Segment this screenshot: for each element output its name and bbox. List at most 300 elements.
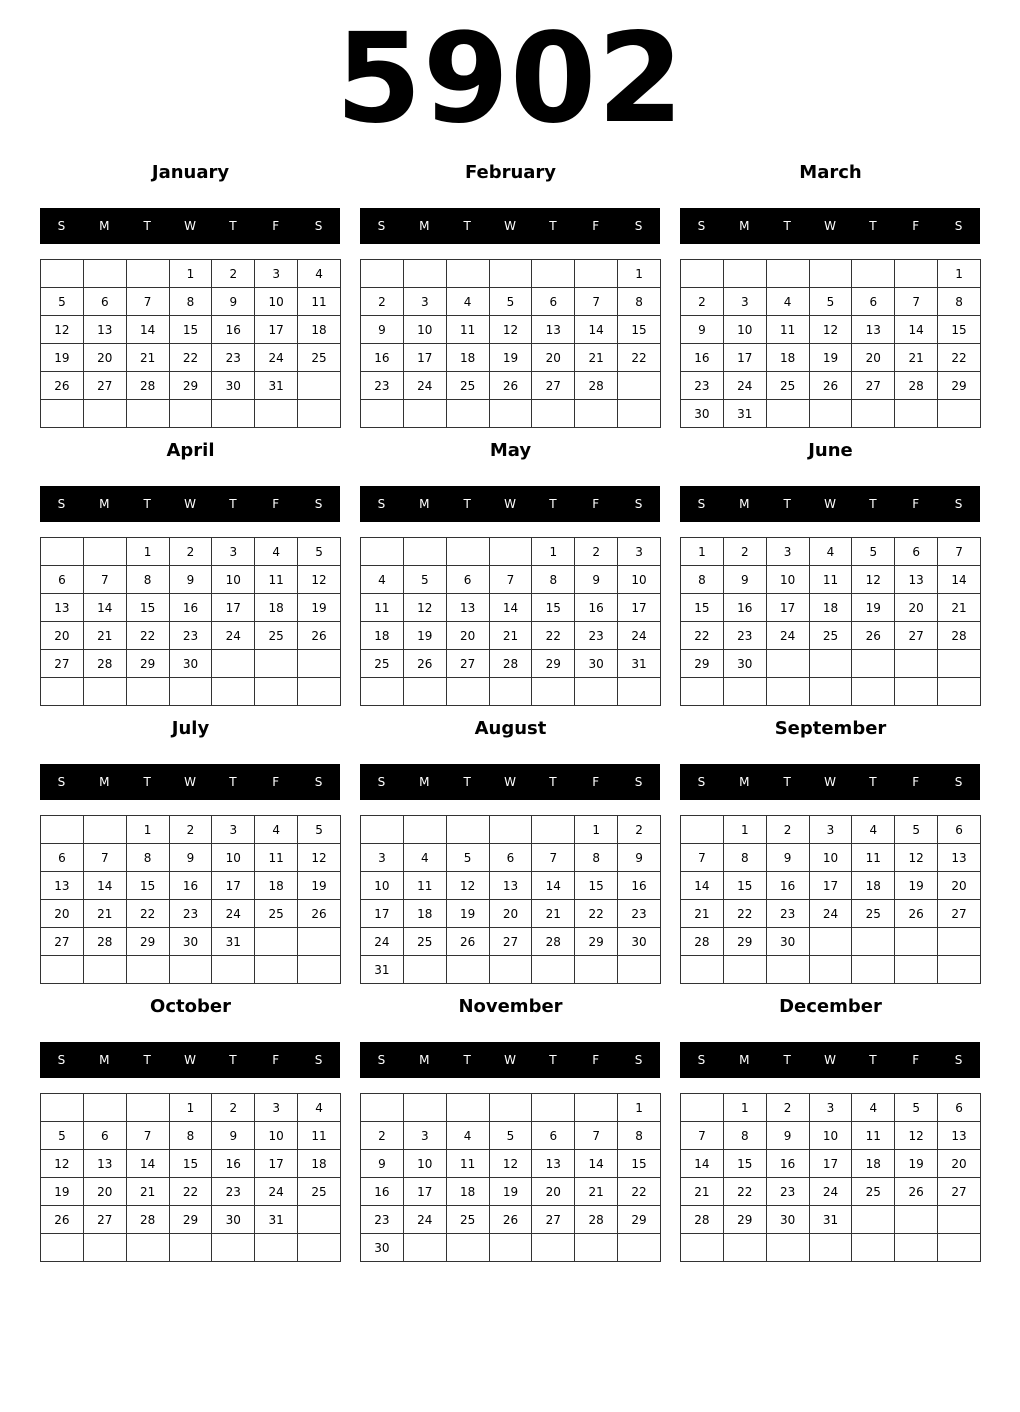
week-row xyxy=(41,1150,341,1178)
day-cell xyxy=(446,1234,489,1262)
day-cell: 23 xyxy=(169,622,212,650)
day-cell: 28 xyxy=(489,650,532,678)
day-cell: 18 xyxy=(361,622,404,650)
day-cell: 15 xyxy=(532,594,575,622)
day-cell xyxy=(895,1234,938,1262)
day-cell xyxy=(212,956,255,984)
day-cell: 27 xyxy=(852,372,895,400)
day-cell: 29 xyxy=(938,372,981,400)
day-cell: 11 xyxy=(852,1122,895,1150)
week-row xyxy=(681,1234,981,1262)
week-row xyxy=(361,1122,661,1150)
day-cell: 1 xyxy=(681,538,724,566)
day-cell xyxy=(766,956,809,984)
day-cell xyxy=(618,678,661,706)
day-cell: 10 xyxy=(766,566,809,594)
day-cell: 29 xyxy=(618,1206,661,1234)
day-cell: 30 xyxy=(575,650,618,678)
day-cell: 10 xyxy=(403,316,446,344)
day-cell: 5 xyxy=(403,566,446,594)
day-cell xyxy=(532,400,575,428)
day-cell: 7 xyxy=(126,288,169,316)
day-cell xyxy=(446,1094,489,1122)
day-cell: 18 xyxy=(852,872,895,900)
day-cell xyxy=(852,1234,895,1262)
day-cell: 1 xyxy=(126,538,169,566)
day-cell xyxy=(681,816,724,844)
day-cell: 5 xyxy=(852,538,895,566)
day-cell: 7 xyxy=(938,538,981,566)
day-cell xyxy=(809,400,852,428)
day-cell: 28 xyxy=(83,928,126,956)
weekday-header: T xyxy=(869,497,877,511)
weekday-header: T xyxy=(783,219,791,233)
day-cell: 19 xyxy=(895,1150,938,1178)
day-grid xyxy=(680,1093,981,1262)
day-cell: 20 xyxy=(852,344,895,372)
day-cell: 16 xyxy=(723,594,766,622)
day-cell: 30 xyxy=(618,928,661,956)
day-cell: 9 xyxy=(169,566,212,594)
day-cell xyxy=(618,956,661,984)
day-cell xyxy=(723,956,766,984)
week-row xyxy=(41,372,341,400)
day-cell xyxy=(489,538,532,566)
day-cell: 20 xyxy=(83,1178,126,1206)
weekday-header-bar xyxy=(680,208,980,244)
day-cell xyxy=(895,650,938,678)
day-cell xyxy=(681,260,724,288)
weekday-header: S xyxy=(314,497,323,511)
day-cell xyxy=(681,678,724,706)
day-cell: 15 xyxy=(126,594,169,622)
week-row xyxy=(681,260,981,288)
day-cell xyxy=(766,678,809,706)
day-cell xyxy=(766,650,809,678)
day-cell: 20 xyxy=(895,594,938,622)
month-title: July xyxy=(171,718,210,739)
day-cell: 5 xyxy=(809,288,852,316)
day-cell xyxy=(403,260,446,288)
day-cell: 22 xyxy=(723,1178,766,1206)
day-cell: 18 xyxy=(852,1150,895,1178)
weekday-header: M xyxy=(739,775,750,789)
day-cell: 3 xyxy=(255,260,298,288)
day-cell: 31 xyxy=(618,650,661,678)
day-grid xyxy=(360,1093,661,1262)
day-cell: 24 xyxy=(809,1178,852,1206)
day-cell: 30 xyxy=(723,650,766,678)
day-cell: 23 xyxy=(575,622,618,650)
day-cell: 7 xyxy=(681,1122,724,1150)
day-grid xyxy=(360,259,661,428)
day-cell: 11 xyxy=(766,316,809,344)
day-cell: 3 xyxy=(723,288,766,316)
day-grid xyxy=(360,815,661,984)
week-row xyxy=(361,816,661,844)
day-cell: 10 xyxy=(212,844,255,872)
day-cell: 18 xyxy=(809,594,852,622)
day-cell: 28 xyxy=(681,928,724,956)
day-cell: 2 xyxy=(361,1122,404,1150)
day-cell: 1 xyxy=(126,816,169,844)
day-cell xyxy=(403,816,446,844)
week-row xyxy=(681,1150,981,1178)
day-cell: 4 xyxy=(852,1094,895,1122)
day-cell: 21 xyxy=(126,1178,169,1206)
day-cell: 25 xyxy=(446,372,489,400)
day-cell: 29 xyxy=(126,650,169,678)
day-cell: 27 xyxy=(83,1206,126,1234)
day-cell: 23 xyxy=(212,344,255,372)
weekday-header-bar xyxy=(360,764,660,800)
day-cell: 29 xyxy=(723,928,766,956)
day-cell: 18 xyxy=(403,900,446,928)
weekday-header: W xyxy=(824,219,836,233)
day-cell: 17 xyxy=(618,594,661,622)
day-cell: 24 xyxy=(403,372,446,400)
day-cell xyxy=(83,956,126,984)
day-cell: 8 xyxy=(723,1122,766,1150)
day-cell: 17 xyxy=(212,594,255,622)
weekday-header: S xyxy=(634,497,643,511)
day-cell: 22 xyxy=(618,1178,661,1206)
day-cell: 18 xyxy=(446,1178,489,1206)
day-cell: 14 xyxy=(575,316,618,344)
day-cell: 17 xyxy=(212,872,255,900)
weekday-header: F xyxy=(592,219,600,233)
day-cell: 16 xyxy=(212,316,255,344)
week-row xyxy=(361,594,661,622)
day-cell xyxy=(255,928,298,956)
weekday-header: M xyxy=(99,1053,110,1067)
day-cell: 16 xyxy=(766,872,809,900)
week-row xyxy=(681,1094,981,1122)
day-cell: 2 xyxy=(681,288,724,316)
day-cell: 23 xyxy=(361,372,404,400)
weekday-header: M xyxy=(739,1053,750,1067)
day-cell: 9 xyxy=(681,316,724,344)
day-cell: 10 xyxy=(403,1150,446,1178)
day-cell xyxy=(489,260,532,288)
day-cell: 29 xyxy=(169,372,212,400)
day-cell: 17 xyxy=(766,594,809,622)
weekday-header: W xyxy=(504,1053,516,1067)
day-cell: 30 xyxy=(169,928,212,956)
day-cell: 23 xyxy=(766,900,809,928)
week-row xyxy=(361,928,661,956)
day-cell: 9 xyxy=(361,1150,404,1178)
day-cell: 12 xyxy=(489,316,532,344)
day-cell xyxy=(212,400,255,428)
day-cell: 27 xyxy=(532,372,575,400)
day-cell: 8 xyxy=(126,844,169,872)
week-row xyxy=(41,344,341,372)
day-cell: 5 xyxy=(41,1122,84,1150)
week-row xyxy=(681,956,981,984)
week-row xyxy=(681,872,981,900)
weekday-header-bar xyxy=(40,1042,340,1078)
weekday-header: F xyxy=(272,497,280,511)
day-cell: 22 xyxy=(532,622,575,650)
day-cell: 10 xyxy=(255,1122,298,1150)
day-cell: 3 xyxy=(766,538,809,566)
day-cell: 8 xyxy=(169,288,212,316)
day-cell xyxy=(532,816,575,844)
day-cell: 10 xyxy=(809,1122,852,1150)
weekday-header: T xyxy=(229,775,237,789)
day-cell xyxy=(938,400,981,428)
day-cell xyxy=(809,260,852,288)
day-cell xyxy=(361,816,404,844)
week-row xyxy=(41,650,341,678)
day-cell xyxy=(938,1206,981,1234)
day-cell xyxy=(83,678,126,706)
day-cell: 3 xyxy=(212,816,255,844)
day-cell: 19 xyxy=(41,344,84,372)
day-cell xyxy=(575,678,618,706)
day-cell: 27 xyxy=(938,900,981,928)
day-cell: 4 xyxy=(809,538,852,566)
day-cell: 1 xyxy=(618,1094,661,1122)
week-row xyxy=(681,1178,981,1206)
day-cell xyxy=(809,928,852,956)
day-cell xyxy=(446,956,489,984)
weekday-header: T xyxy=(549,1053,557,1067)
day-cell: 1 xyxy=(618,260,661,288)
day-cell: 13 xyxy=(83,316,126,344)
day-cell: 14 xyxy=(681,1150,724,1178)
day-cell xyxy=(298,400,341,428)
day-cell xyxy=(852,1206,895,1234)
day-cell: 18 xyxy=(255,594,298,622)
day-cell xyxy=(723,678,766,706)
day-cell xyxy=(169,1234,212,1262)
day-cell: 15 xyxy=(723,872,766,900)
day-cell: 14 xyxy=(681,872,724,900)
day-cell: 12 xyxy=(403,594,446,622)
day-cell xyxy=(681,1094,724,1122)
day-cell xyxy=(938,956,981,984)
day-cell xyxy=(532,1094,575,1122)
weekday-header-bar xyxy=(40,486,340,522)
day-cell: 7 xyxy=(83,566,126,594)
weekday-header: S xyxy=(314,219,323,233)
day-cell: 15 xyxy=(618,316,661,344)
day-cell: 30 xyxy=(169,650,212,678)
day-cell: 25 xyxy=(446,1206,489,1234)
day-cell: 1 xyxy=(169,260,212,288)
day-cell: 30 xyxy=(766,1206,809,1234)
day-cell: 12 xyxy=(489,1150,532,1178)
day-cell: 14 xyxy=(126,316,169,344)
day-cell: 31 xyxy=(809,1206,852,1234)
day-cell: 10 xyxy=(255,288,298,316)
day-cell: 26 xyxy=(852,622,895,650)
day-cell xyxy=(489,678,532,706)
day-cell: 14 xyxy=(83,594,126,622)
day-cell: 1 xyxy=(723,816,766,844)
day-cell xyxy=(83,816,126,844)
week-row xyxy=(41,1094,341,1122)
weekday-header: S xyxy=(57,775,66,789)
day-cell xyxy=(361,1094,404,1122)
weekday-header: T xyxy=(143,219,151,233)
day-cell: 7 xyxy=(575,1122,618,1150)
day-cell xyxy=(723,260,766,288)
weekday-header: F xyxy=(592,497,600,511)
day-cell: 19 xyxy=(403,622,446,650)
day-cell: 25 xyxy=(298,1178,341,1206)
weekday-header: M xyxy=(419,497,430,511)
day-cell: 12 xyxy=(298,566,341,594)
day-cell: 12 xyxy=(41,316,84,344)
month-title: February xyxy=(464,162,557,183)
day-cell xyxy=(83,1094,126,1122)
day-cell xyxy=(126,678,169,706)
weekday-header: S xyxy=(697,497,706,511)
day-cell xyxy=(41,678,84,706)
weekday-header: S xyxy=(697,219,706,233)
day-cell xyxy=(852,678,895,706)
week-row xyxy=(41,594,341,622)
day-cell: 5 xyxy=(489,288,532,316)
day-cell: 13 xyxy=(446,594,489,622)
day-cell: 1 xyxy=(532,538,575,566)
day-cell: 6 xyxy=(938,816,981,844)
weekday-header: M xyxy=(739,497,750,511)
day-cell: 20 xyxy=(41,900,84,928)
day-cell: 30 xyxy=(361,1234,404,1262)
day-cell: 5 xyxy=(298,538,341,566)
week-row xyxy=(41,566,341,594)
day-cell: 23 xyxy=(681,372,724,400)
day-cell xyxy=(575,1234,618,1262)
weekday-header: F xyxy=(272,775,280,789)
weekday-header-bar xyxy=(360,208,660,244)
day-cell: 12 xyxy=(852,566,895,594)
day-cell xyxy=(255,956,298,984)
day-cell: 14 xyxy=(938,566,981,594)
day-cell: 3 xyxy=(618,538,661,566)
day-cell: 21 xyxy=(83,622,126,650)
week-row xyxy=(41,622,341,650)
day-cell: 16 xyxy=(169,594,212,622)
day-cell xyxy=(361,400,404,428)
day-cell: 26 xyxy=(809,372,852,400)
weekday-header: S xyxy=(697,775,706,789)
day-cell: 6 xyxy=(895,538,938,566)
week-row xyxy=(681,1206,981,1234)
day-cell: 26 xyxy=(403,650,446,678)
day-cell xyxy=(895,678,938,706)
day-cell: 8 xyxy=(126,566,169,594)
day-cell: 21 xyxy=(126,344,169,372)
day-cell xyxy=(852,956,895,984)
day-cell: 3 xyxy=(403,288,446,316)
day-cell: 2 xyxy=(618,816,661,844)
day-cell: 21 xyxy=(489,622,532,650)
week-row xyxy=(41,400,341,428)
day-cell: 4 xyxy=(361,566,404,594)
day-cell: 20 xyxy=(489,900,532,928)
weekday-header: T xyxy=(143,497,151,511)
weekday-header: F xyxy=(272,219,280,233)
day-cell: 27 xyxy=(489,928,532,956)
day-cell: 7 xyxy=(681,844,724,872)
day-cell: 31 xyxy=(255,1206,298,1234)
day-cell xyxy=(895,260,938,288)
weekday-header: S xyxy=(314,775,323,789)
day-cell: 19 xyxy=(41,1178,84,1206)
weekday-header: T xyxy=(143,775,151,789)
weekday-header: M xyxy=(419,219,430,233)
month-title: September xyxy=(774,718,887,739)
day-cell: 25 xyxy=(766,372,809,400)
day-cell: 29 xyxy=(169,1206,212,1234)
day-cell: 17 xyxy=(809,872,852,900)
weekday-header: S xyxy=(57,1053,66,1067)
month-title: January xyxy=(151,162,230,183)
day-cell: 31 xyxy=(361,956,404,984)
day-cell: 2 xyxy=(212,1094,255,1122)
week-row xyxy=(681,400,981,428)
year-title: 5902 xyxy=(335,7,685,151)
month-title: April xyxy=(166,440,215,461)
day-cell: 24 xyxy=(212,900,255,928)
day-cell: 11 xyxy=(809,566,852,594)
day-cell: 21 xyxy=(895,344,938,372)
day-cell xyxy=(169,956,212,984)
week-row xyxy=(681,928,981,956)
day-cell: 31 xyxy=(255,372,298,400)
day-cell: 14 xyxy=(895,316,938,344)
day-cell xyxy=(895,1206,938,1234)
weekday-header: T xyxy=(229,219,237,233)
day-cell: 16 xyxy=(212,1150,255,1178)
day-cell: 27 xyxy=(41,928,84,956)
day-cell: 25 xyxy=(809,622,852,650)
day-cell: 18 xyxy=(766,344,809,372)
day-cell: 5 xyxy=(298,816,341,844)
week-row xyxy=(41,260,341,288)
week-row xyxy=(681,1122,981,1150)
day-cell: 17 xyxy=(809,1150,852,1178)
day-cell xyxy=(809,1234,852,1262)
day-cell: 4 xyxy=(852,816,895,844)
day-cell: 15 xyxy=(169,1150,212,1178)
day-cell xyxy=(575,400,618,428)
week-row xyxy=(681,372,981,400)
day-cell xyxy=(532,956,575,984)
day-cell xyxy=(446,400,489,428)
day-cell: 28 xyxy=(895,372,938,400)
weekday-header: S xyxy=(314,1053,323,1067)
day-cell: 9 xyxy=(766,1122,809,1150)
day-cell: 2 xyxy=(766,1094,809,1122)
day-cell xyxy=(298,1234,341,1262)
day-cell: 24 xyxy=(766,622,809,650)
weekday-header: W xyxy=(184,497,196,511)
day-cell: 8 xyxy=(575,844,618,872)
day-cell: 13 xyxy=(41,594,84,622)
day-cell: 27 xyxy=(446,650,489,678)
day-cell: 26 xyxy=(41,1206,84,1234)
day-cell xyxy=(852,650,895,678)
day-cell: 26 xyxy=(298,900,341,928)
week-row xyxy=(41,956,341,984)
week-row xyxy=(41,538,341,566)
